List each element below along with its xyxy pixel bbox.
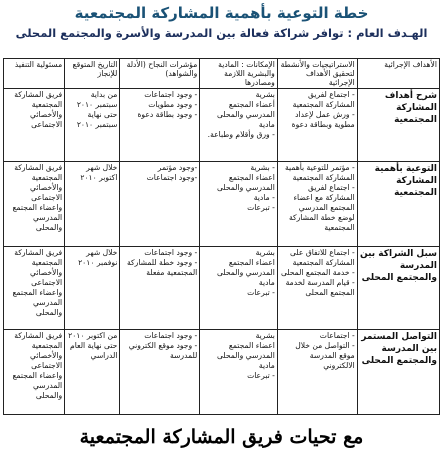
header-strategies: الاستراتيجيات والأنشطة لتحقيق الأهداف الإجرائية xyxy=(277,59,357,89)
header-resources: الإمكانات : المادية والبشرية اللازمة ومصادرها xyxy=(200,59,278,89)
cell-responsibility: فريق المشاركة المجتمعية والأخصائي الاجتماعى xyxy=(4,89,65,162)
cell-strategies: - مؤتمر للتوعية بأهمية المشاركة المجتمعية - اجتماع لفريق المشاركة مع اعضاء المجتمع المدرسي لوضع خطة المشاركة المجتمعية xyxy=(277,162,357,247)
cell-indicators: -وجود مؤتمر -وجود اجتماعات xyxy=(120,162,200,247)
table-row xyxy=(4,330,440,415)
cell-date: خلال شهر نوفمبر ٢٠١٠ xyxy=(65,247,120,330)
cell-date: من اكتوبر ٢٠١٠ حتى نهاية العام الدراسي xyxy=(65,330,120,415)
general-goal: الهـدف العام : توافر شراكة فعالة بين المدرسة والأسرة والمجتمع المحلى xyxy=(15,26,428,40)
page-title: خطة التوعية بأهمية المشاركة المجتمعية xyxy=(74,4,369,22)
cell-date: من بداية سبتمبر ٢٠١٠ حتى نهاية سبتمبر ٢٠١٠ xyxy=(65,89,120,162)
header-objectives: الأهداف الإجرائية xyxy=(357,59,439,89)
header-responsibility: مسئولية التنفيذ xyxy=(4,59,65,89)
table-row xyxy=(4,162,440,247)
footer-signature: مع تحيات فريق المشاركة المجتمعية xyxy=(79,426,364,448)
table-header-row xyxy=(4,59,440,89)
table-row xyxy=(4,89,440,162)
cell-objective: التواصل المستمر بين المدرسة والمجتمع المحلى xyxy=(357,330,439,415)
header-date: التاريخ المتوقع للإنجاز xyxy=(65,59,120,89)
cell-indicators: - وجود اجتماعات - وجود موقع الكتروني للمدرسة xyxy=(120,330,200,415)
cell-objective: التوعية بأهمية المشاركة المجتمعية xyxy=(357,162,439,247)
table-row xyxy=(4,247,440,330)
header-indicators: مؤشرات النجاح (الأدلة والشواهد) xyxy=(120,59,200,89)
cell-strategies: - اجتماع للاتفاق على المشاركة المجتمعية - خدمة المجتمع المحلى - قيام المدرسة لخدمة المجتمع المحلى xyxy=(277,247,357,330)
cell-resources: بشرية اعضاء المجتمع المدرسي والمحلى مادية - تبرعات xyxy=(200,247,278,330)
cell-resources: بشرية أعضاء المجتمع المدرسي والمحلى مادية - ورق وأقلام وطباعة. xyxy=(200,89,278,162)
cell-objective: شرح أهداف المشاركة المجتمعية xyxy=(357,89,439,162)
plan-table xyxy=(3,58,440,415)
cell-responsibility: فريق المشاركة المجتمعية والأخصائي الاجتماعى واعضاء المجتمع المدرسي والمحلى xyxy=(4,162,65,247)
cell-objective: سبل الشراكة بين المدرسة والمجتمع المحلى xyxy=(357,247,439,330)
cell-strategies: - اجتماع لفريق المشاركة المجتمعية - ورش عمل لإعداد مطوية وبطاقة دعوة xyxy=(277,89,357,162)
cell-strategies: - اجتماعات - التواصل من خلال موقع المدرسة الالكتروني xyxy=(277,330,357,415)
cell-indicators: - وجود اجتماعات - وجود مطويات - وجود بطاقة دعوة xyxy=(120,89,200,162)
cell-indicators: - وجود اجتماعات - وجود خطة للمشاركة المجتمعية مفعلة xyxy=(120,247,200,330)
cell-resources: - بشرية اعضاء المجتمع المدرسي والمحلى - مادية - تبرعات xyxy=(200,162,278,247)
cell-responsibility: فريق المشاركة المجتمعية والأخصائي الاجتماعى واعضاء المجتمع المدرسي والمحلى xyxy=(4,330,65,415)
cell-date: خلال شهر اكتوبر ٢٠١٠ xyxy=(65,162,120,247)
cell-responsibility: فريق المشاركة المجتمعية والأخصائي الاجتماعى واعضاء المجتمع المدرسي والمحلى xyxy=(4,247,65,330)
cell-resources: بشرية اعضاء المجتمع المدرسي والمحلى مادية - تبرعات xyxy=(200,330,278,415)
